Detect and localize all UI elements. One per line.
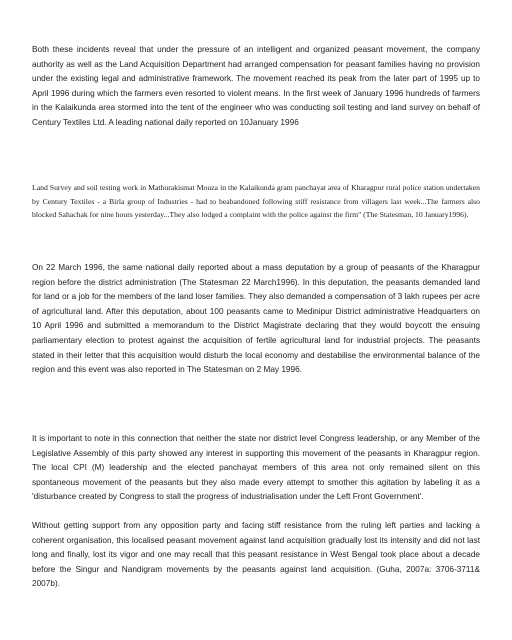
paragraph-mass-deputation: On 22 March 1996, the same national daily reported about a mass deputation by a group of peasants of the Kharagpur region before the district administration (The Statesman 22 March1996). In this deputation, the peasants demanded land for land or a job for the members of the land loser families. They also demanded a compensation of 3 lakh rupees per acre of agricultural land. After this deputation, about 100 peasants came to Medinipur District administrative Headquarters on 10 April 1996 and submitted a memorandum to the District Magistrate declaring that they would boycott the ensuing parliamentary election to protest against the acquisition of fertile agricultural land for industrial projects. The peasants stated in their letter that this acquisition would disturb the local economy and destabilise the environmental balance of the region and this event was also reported in The Statesman on 2 May 1996. [32, 263, 480, 375]
paragraph-peasant-compensation: Both these incidents reveal that under the pressure of an intelligent and organized peasant movement, the company authority as well as the Land Acquisition Department had arranged compensation for peasant families having no provision under the existing legal and administrative framework. The movement reached its peak from the later part of 1995 up to April 1996 during which the farmers even resorted to violent means. In the first week of January 1996 hundreds of farmers in the Kalaikunda area stormed into the tent of the engineer who was conducting soil testing and land survey on behalf of Century Textiles Ltd. A leading national daily reported on 10January 1996 [32, 45, 480, 127]
paragraph-movement-decline: Without getting support from any opposition party and facing stiff resistance from the ruling left parties and lacking a coherent organisation, this localised peasant movement against land acquisition gradually lost its intensity and did not last long and finally, lost its vigor and one may recall that this peasant resistance in West Bengal took place about a decade before the Singur and Nandigram movements by the peasants against land acquisition. (Guha, 2007a: 3706-3711& 2007b). [32, 521, 480, 589]
block-quote-statesman: Land Survey and soil testing work in Mathurakismat Mouza in the Kalaikunda gram panchayat area of Kharagpur rural police station undertaken by Century Textiles - a Birla group of Industries - had to beabandoned following stiff resistance from villagers last week...The farmers also blocked Sahachak for nine hours yesterday...They also lodged a complaint with the police against the firm" (The Statesman, 10 January1996). [32, 183, 480, 220]
paragraph-political-silence: It is important to note in this connection that neither the state nor district level Congress leadership, or any Member of the Legislative Assembly of this party showed any interest in supporting this movement of the peasants in Kharagpur region. The local CPI (M) leadership and the elected panchayat members of this area not only remained silent on this spontaneous movement of the peasants but they also made every attempt to smother this agitation by labeling it as a 'disturbance created by Congress to stall the progress of industrialisation under the Left Front Government'. [32, 434, 480, 502]
